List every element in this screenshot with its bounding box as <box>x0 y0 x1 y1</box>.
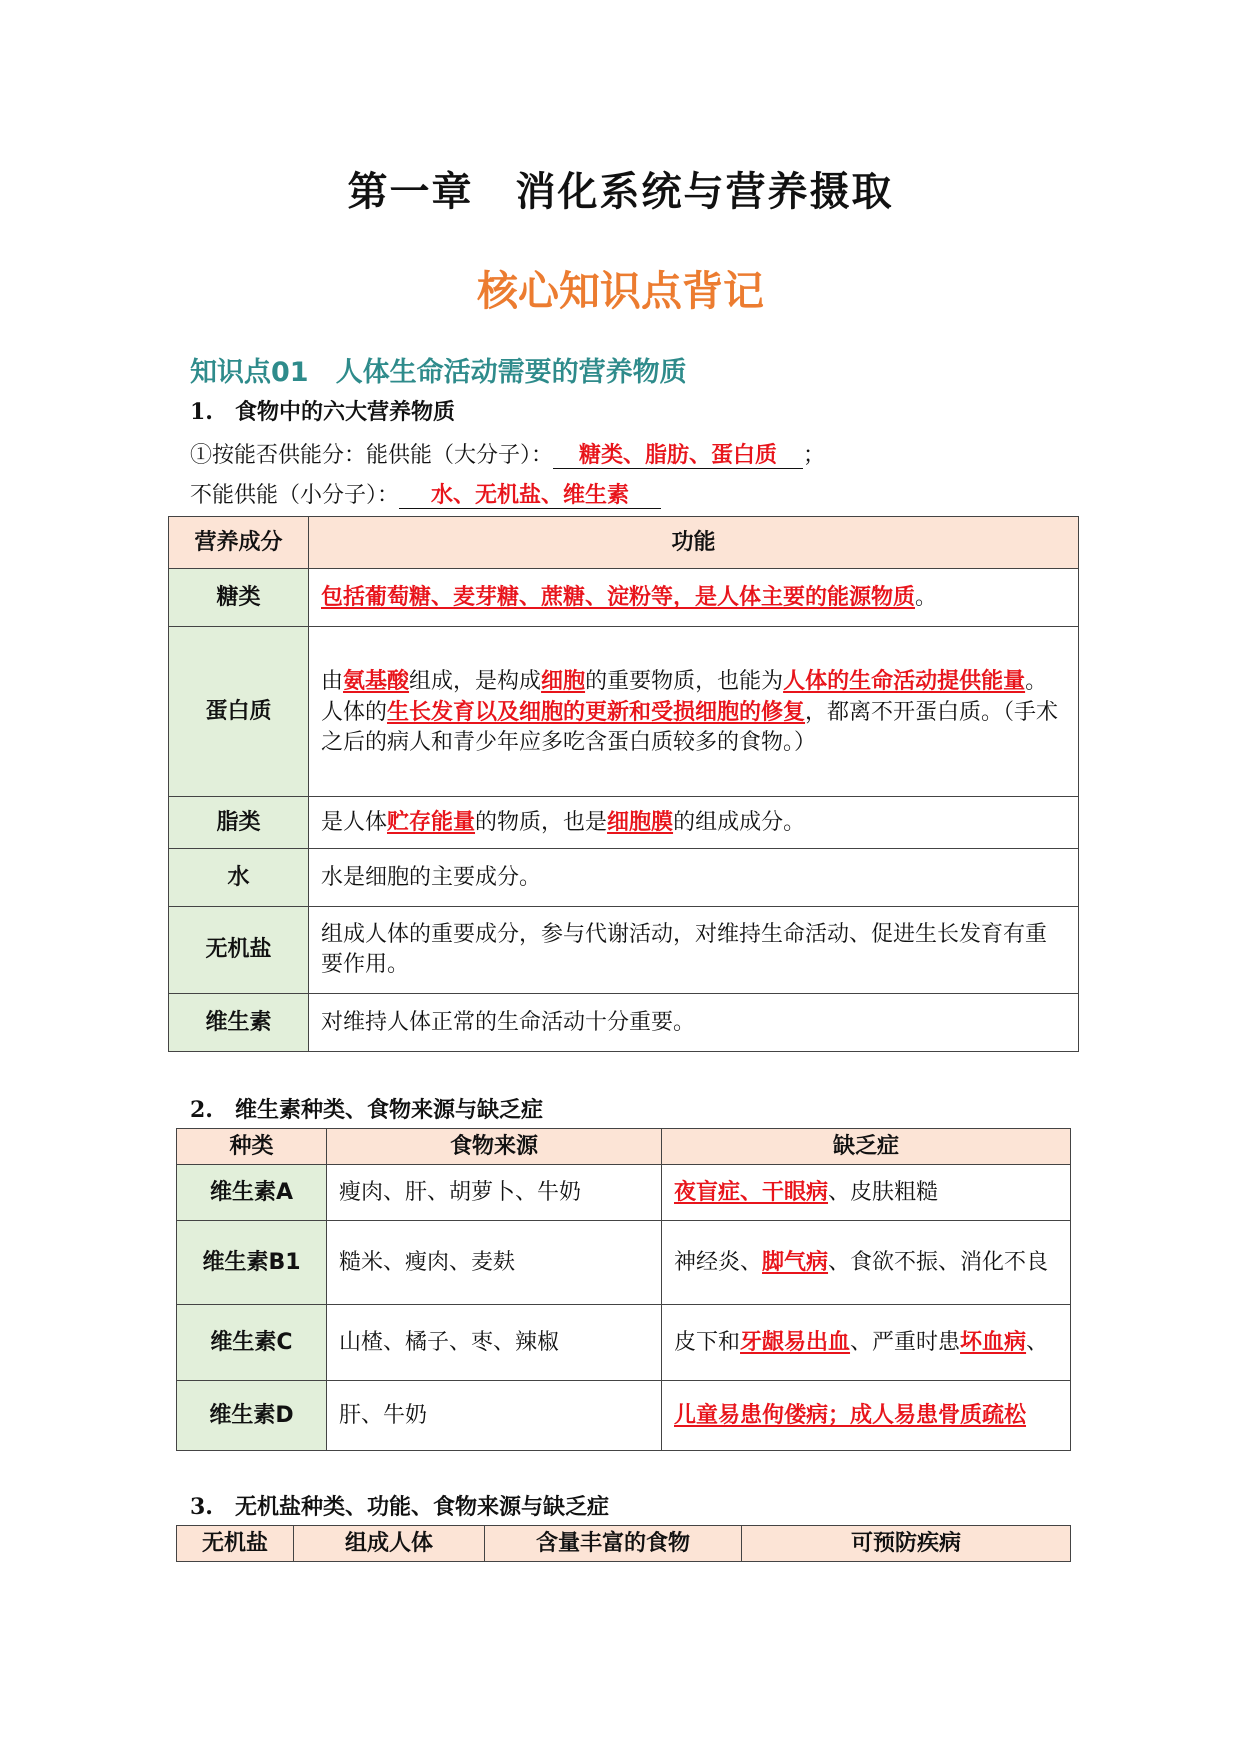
non-energy-answer: 水、无机盐、维生素 <box>399 482 661 509</box>
food-source: 山楂、橘子、枣、辣椒 <box>327 1305 662 1381</box>
vitamin-name: 维生素D <box>177 1381 327 1451</box>
nutrient-function <box>309 627 1079 797</box>
food-source: 肝、牛奶 <box>327 1381 662 1451</box>
deficiency-disease <box>662 1381 1071 1451</box>
nutrient-function <box>309 907 1079 994</box>
deficiency-disease <box>662 1221 1071 1305</box>
section-subtitle: 核心知识点背记 <box>477 267 764 315</box>
plain-text: 由 <box>321 668 344 694</box>
nutrient-name: 水 <box>169 849 309 907</box>
nutrient-name: 蛋白质 <box>169 627 309 797</box>
plain-text: 皮下和 <box>674 1330 741 1355</box>
plain-text: 对维持人体正常的生命活动十分重要。 <box>321 1009 696 1035</box>
energy-answer: 糖类、脂肪、蛋白质 <box>553 442 803 469</box>
food-source: 糙米、瘦肉、麦麸 <box>327 1221 662 1305</box>
energy-line-suffix: ； <box>803 443 826 468</box>
table2-header-row <box>177 1129 1071 1165</box>
non-energy-line-prefix: 不能供能（小分子）： <box>190 483 400 508</box>
plain-text: 的组成成分。 <box>673 810 806 835</box>
minerals-table <box>176 1525 1071 1562</box>
plain-text: 的重要物质，也能为 <box>585 668 784 694</box>
section2-heading: 2. 维生素种类、食物来源与缺乏症 <box>190 1097 543 1123</box>
highlighted-text: 包括葡萄糖、麦芽糖、蔗糖、淀粉等，是人体主要的能源物质 <box>321 584 916 610</box>
chapter-title: 第一章 消化系统与营养摄取 <box>347 169 894 215</box>
table-row <box>169 907 1079 994</box>
highlighted-text: 人体的生命活动提供能量 <box>783 667 1026 694</box>
nutrient-name: 无机盐 <box>169 907 309 994</box>
vitamins-table <box>176 1128 1071 1451</box>
highlighted-text: 坏血病 <box>960 1329 1027 1355</box>
highlighted-text: 氨基酸 <box>343 667 410 694</box>
section1-heading: 1. 食物中的六大营养物质 <box>190 399 455 425</box>
plain-text: 、食欲不振、消化不良 <box>828 1250 1049 1275</box>
table3-header-2: 含量丰富的食物 <box>485 1526 742 1562</box>
plain-text: 神经炎、 <box>674 1250 763 1275</box>
energy-line-prefix: ①按能否供能分：能供能（大分子）： <box>190 443 554 468</box>
table3-header-row <box>177 1526 1071 1562</box>
table-row <box>177 1221 1071 1305</box>
nutrients-table <box>168 516 1079 1052</box>
table-row <box>169 627 1079 797</box>
highlighted-text: 生长发育以及细胞的更新和受损细胞的修复 <box>387 698 806 725</box>
knowledge-point-title: 知识点01 人体生命活动需要的营养物质 <box>190 357 687 388</box>
plain-text: 、皮肤粗糙 <box>828 1180 939 1205</box>
table1-header-row <box>169 517 1079 569</box>
plain-text: 、 <box>1026 1330 1049 1355</box>
section3-heading: 3. 无机盐种类、功能、食物来源与缺乏症 <box>190 1494 609 1520</box>
nutrient-function <box>309 994 1079 1052</box>
plain-text: 、严重时患 <box>850 1330 961 1355</box>
deficiency-disease <box>662 1305 1071 1381</box>
table-row <box>177 1381 1071 1451</box>
highlighted-text: 夜盲症、干眼病 <box>674 1179 829 1205</box>
vitamin-name: 维生素C <box>177 1305 327 1381</box>
highlighted-text: 细胞膜 <box>607 809 674 835</box>
table2-header-2: 缺乏症 <box>662 1129 1071 1165</box>
plain-text: 组成人体的重要成分，参与代谢活动，对维持生命活动、促进生长发育有重要作用。 <box>321 922 1048 977</box>
highlighted-text: 贮存能量 <box>387 809 476 835</box>
vitamin-name: 维生素B1 <box>177 1221 327 1305</box>
plain-text: 是人体 <box>321 810 388 835</box>
plain-text: 水是细胞的主要成分。 <box>321 864 542 890</box>
deficiency-disease <box>662 1165 1071 1221</box>
nutrient-name: 糖类 <box>169 569 309 627</box>
plain-text: 的物质，也是 <box>475 810 608 835</box>
table3-header-3: 可预防疾病 <box>742 1526 1071 1562</box>
table2-header-1: 食物来源 <box>327 1129 662 1165</box>
energy-line <box>190 438 825 469</box>
table-row <box>169 797 1079 849</box>
table3-header-0: 无机盐 <box>177 1526 294 1562</box>
nutrient-name: 脂类 <box>169 797 309 849</box>
plain-text: 组成，是构成 <box>409 668 542 694</box>
highlighted-text: 牙龈易出血 <box>740 1329 851 1355</box>
plain-text: 。 <box>915 585 938 610</box>
table-row <box>169 994 1079 1052</box>
highlighted-text: 儿童易患佝偻病；成人易患骨质疏松 <box>674 1402 1027 1428</box>
table-row <box>169 569 1079 627</box>
table1-header-1: 功能 <box>309 517 1079 569</box>
vitamin-name: 维生素A <box>177 1165 327 1221</box>
table-row <box>169 849 1079 907</box>
table1-header-0: 营养成分 <box>169 517 309 569</box>
nutrient-function <box>309 569 1079 627</box>
table3-header-1: 组成人体 <box>294 1526 485 1562</box>
highlighted-text: 脚气病 <box>762 1249 829 1275</box>
nutrient-function <box>309 849 1079 907</box>
food-source: 瘦肉、肝、胡萝卜、牛奶 <box>327 1165 662 1221</box>
table2-header-0: 种类 <box>177 1129 327 1165</box>
nutrient-name: 维生素 <box>169 994 309 1052</box>
plain-text: ，都离不开蛋白质。（手术之后的病人和青少年应多吃含蛋白质较多的食物。） <box>321 699 1059 755</box>
highlighted-text: 细胞 <box>541 667 586 694</box>
table-row <box>177 1305 1071 1381</box>
non-energy-line <box>190 478 661 509</box>
plain-text: 。人体的 <box>321 668 1048 725</box>
table-row <box>177 1165 1071 1221</box>
nutrient-function <box>309 797 1079 849</box>
